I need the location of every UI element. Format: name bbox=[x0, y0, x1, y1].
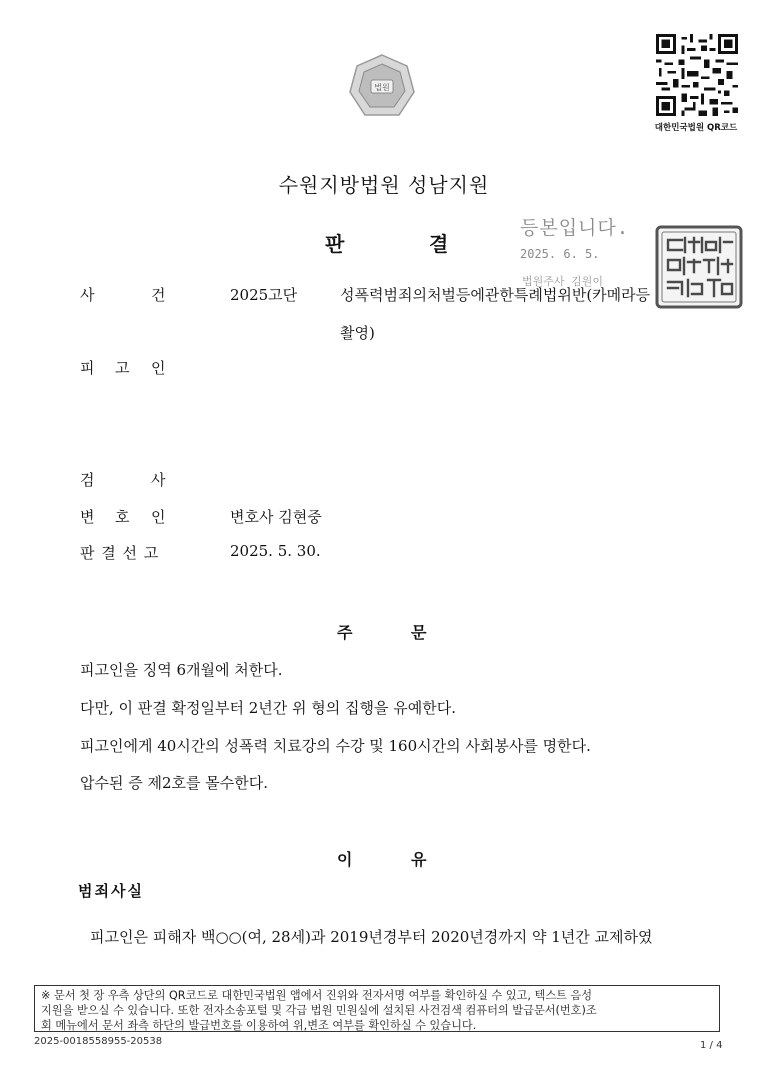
doc-title-char-2: 결 bbox=[429, 232, 449, 256]
crime-facts-line-1: 피고인은 피해자 백○○(여, 28세)과 2019년경부터 2020년경까지 약 1년간 교제하였 bbox=[90, 928, 653, 946]
verification-notice bbox=[34, 985, 720, 1032]
order-line-4: 압수된 증 제2호를 몰수한다. bbox=[80, 774, 269, 792]
counsel-label-3: 인 bbox=[151, 508, 166, 526]
defendant-label-1: 피 bbox=[80, 359, 95, 377]
qr-code-label: 대한민국법원 QR코드 bbox=[654, 123, 738, 133]
case-name-line2: 촬영) bbox=[340, 324, 375, 342]
notice-line-2: 지원을 받으실 수 있습니다. 또한 전자소송포털 및 각급 법원 민원실에 설치된 사건검색 컴퓨터의 발급문서(번호)조 bbox=[41, 1004, 597, 1017]
emblem-text: 법원 bbox=[374, 83, 390, 92]
order-heading-1: 주 bbox=[337, 623, 353, 642]
crime-facts-heading: 범죄사실 bbox=[78, 882, 144, 900]
qr-code-icon[interactable] bbox=[656, 34, 738, 116]
prosecutor-label-1: 검 bbox=[80, 471, 95, 489]
notice-line-1: ※ 문서 첫 장 우측 상단의 QR코드로 대한민국법원 앱에서 진위와 전자서명 여부를 확인하실 수 있고, 텍스트 음성 bbox=[41, 989, 593, 1002]
certifying-clerk: 법원주사 김원이 bbox=[522, 275, 604, 288]
reason-heading-2: 유 bbox=[411, 850, 427, 869]
order-line-1: 피고인을 징역 6개월에 처한다. bbox=[80, 661, 283, 679]
court-name: 수원지방법원 성남지원 bbox=[278, 173, 490, 197]
defendant-label-2: 고 bbox=[115, 359, 130, 377]
prosecutor-label-2: 사 bbox=[151, 471, 166, 489]
defendant-label-3: 인 bbox=[151, 359, 166, 377]
doc-title-char-1: 판 bbox=[325, 232, 345, 256]
case-name-line1: 성폭력범죄의처벌등에관한특례법위반(카메라등 bbox=[340, 286, 651, 304]
issue-number: 2025-0018558955-20538 bbox=[34, 1036, 163, 1047]
order-line-2: 다만, 이 판결 확정일부터 2년간 위 형의 집행을 유예한다. bbox=[80, 699, 457, 717]
court-emblem-icon bbox=[347, 52, 417, 122]
reason-heading-1: 이 bbox=[337, 850, 353, 869]
page-number: 1 / 4 bbox=[700, 1040, 723, 1051]
case-label-1: 사 bbox=[80, 286, 95, 304]
counsel-label-2: 호 bbox=[115, 508, 130, 526]
verdict-date-value: 2025. 5. 30. bbox=[230, 542, 321, 560]
order-line-3: 피고인에게 40시간의 성폭력 치료강의 수강 및 160시간의 사회봉사를 명한다. bbox=[80, 737, 591, 755]
notice-line-3: 회 메뉴에서 문서 좌측 하단의 발급번호를 이용하여 위,변조 여부를 확인하실 수 있습니다. bbox=[41, 1019, 477, 1032]
certified-date: 2025. 6. 5. bbox=[520, 247, 600, 261]
counsel-label-1: 변 bbox=[80, 508, 95, 526]
verdict-date-label: 판 결 선 고 bbox=[80, 544, 160, 562]
order-heading-2: 문 bbox=[411, 623, 427, 642]
case-number: 2025고단 bbox=[230, 286, 298, 304]
court-seal-icon bbox=[654, 224, 744, 310]
case-label-2: 건 bbox=[151, 286, 166, 304]
counsel-value: 변호사 김현중 bbox=[230, 508, 322, 526]
certified-copy-stamp: 등본입니다. bbox=[520, 217, 630, 239]
